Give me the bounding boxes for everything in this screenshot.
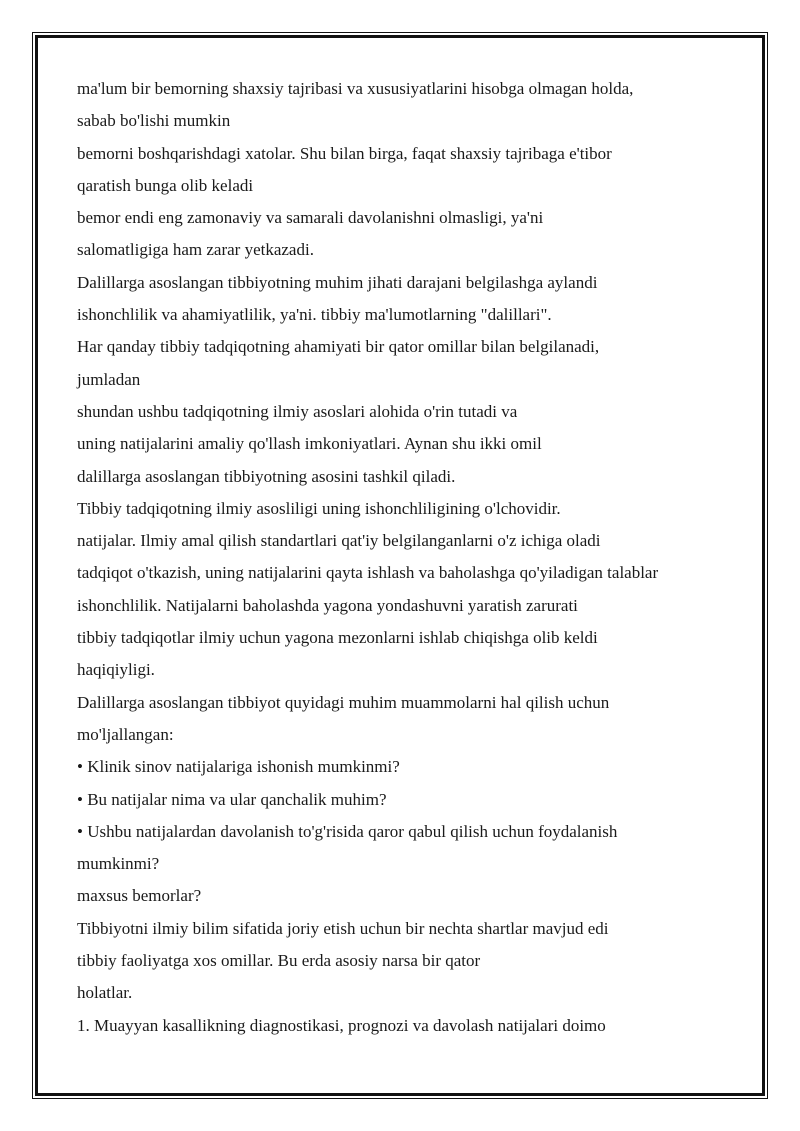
text-line: Tibbiy tadqiqotning ilmiy asosliligi uning ishonchliligining o'lchovidir. — [77, 498, 561, 518]
text-line: salomatligiga ham zarar yetkazadi. — [77, 240, 314, 260]
text-line: Dalillarga asoslangan tibbiyot quyidagi muhim muammolarni hal qilish uchun — [77, 692, 610, 712]
text-line: natijalar. Ilmiy amal qilish standartlari qat'iy belgilanganlarni o'z ichiga oladi — [77, 531, 601, 551]
text-line: ishonchlilik. Natijalarni baholashda yagona yondashuvni yaratish zarurati — [77, 595, 578, 615]
text-line: ishonchlilik va ahamiyatlilik, ya'ni. tibbiy ma'lumotlarning "dalillari". — [77, 305, 552, 325]
text-line: haqiqiyligi. — [77, 660, 155, 680]
text-line: mumkinmi? — [77, 854, 160, 874]
document-body — [77, 73, 737, 1042]
text-line: qaratish bunga olib keladi — [77, 175, 254, 195]
text-line: Tibbiyotni ilmiy bilim sifatida joriy etish uchun bir nechta shartlar mavjud edi — [77, 918, 609, 938]
text-line: Dalillarga asoslangan tibbiyotning muhim jihati darajani belgilashga aylandi — [77, 272, 598, 292]
text-line: dalillarga asoslangan tibbiyotning asosini tashkil qiladi. — [77, 466, 456, 486]
text-line: maxsus bemorlar? — [77, 886, 202, 906]
bullet-item: • Klinik sinov natijalariga ishonish mumkinmi? — [77, 757, 400, 777]
text-line: sabab bo'lishi mumkin — [77, 111, 231, 131]
text-line: jumladan — [77, 369, 141, 389]
text-line: shundan ushbu tadqiqotning ilmiy asoslari alohida o'rin tutadi va — [77, 401, 518, 421]
text-line: ma'lum bir bemorning shaxsiy tajribasi va xususiyatlarini hisobga olmagan holda, — [77, 79, 634, 98]
text-line: tibbiy tadqiqotlar ilmiy uchun yagona mezonlarni ishlab chiqishga olib keldi — [77, 628, 598, 648]
text-line: bemorni boshqarishdagi xatolar. Shu bilan birga, faqat shaxsiy tajribaga e'tibor — [77, 143, 612, 163]
numbered-item: 1. Muayyan kasallikning diagnostikasi, prognozi va davolash natijalari doimo — [77, 1015, 606, 1035]
text-line: uning natijalarini amaliy qo'llash imkoniyatlari. Aynan shu ikki omil — [77, 434, 542, 454]
text-line: Har qanday tibbiy tadqiqotning ahamiyati bir qator omillar bilan belgilanadi, — [77, 337, 600, 357]
bullet-item: • Ushbu natijalardan davolanish to'g'risida qaror qabul qilish uchun foydalanish — [77, 821, 618, 841]
text-line: bemor endi eng zamonaviy va samarali davolanishni olmasligi, ya'ni — [77, 208, 544, 228]
text-line: tadqiqot o'tkazish, uning natijalarini qayta ishlash va baholashga qo'yiladigan talablar — [77, 563, 659, 583]
bullet-item: • Bu natijalar nima va ular qanchalik muhim? — [77, 789, 387, 809]
text-line: holatlar. — [77, 983, 133, 1003]
text-line: tibbiy faoliyatga xos omillar. Bu erda asosiy narsa bir qator — [77, 951, 481, 971]
text-line: mo'ljallangan: — [77, 724, 174, 744]
